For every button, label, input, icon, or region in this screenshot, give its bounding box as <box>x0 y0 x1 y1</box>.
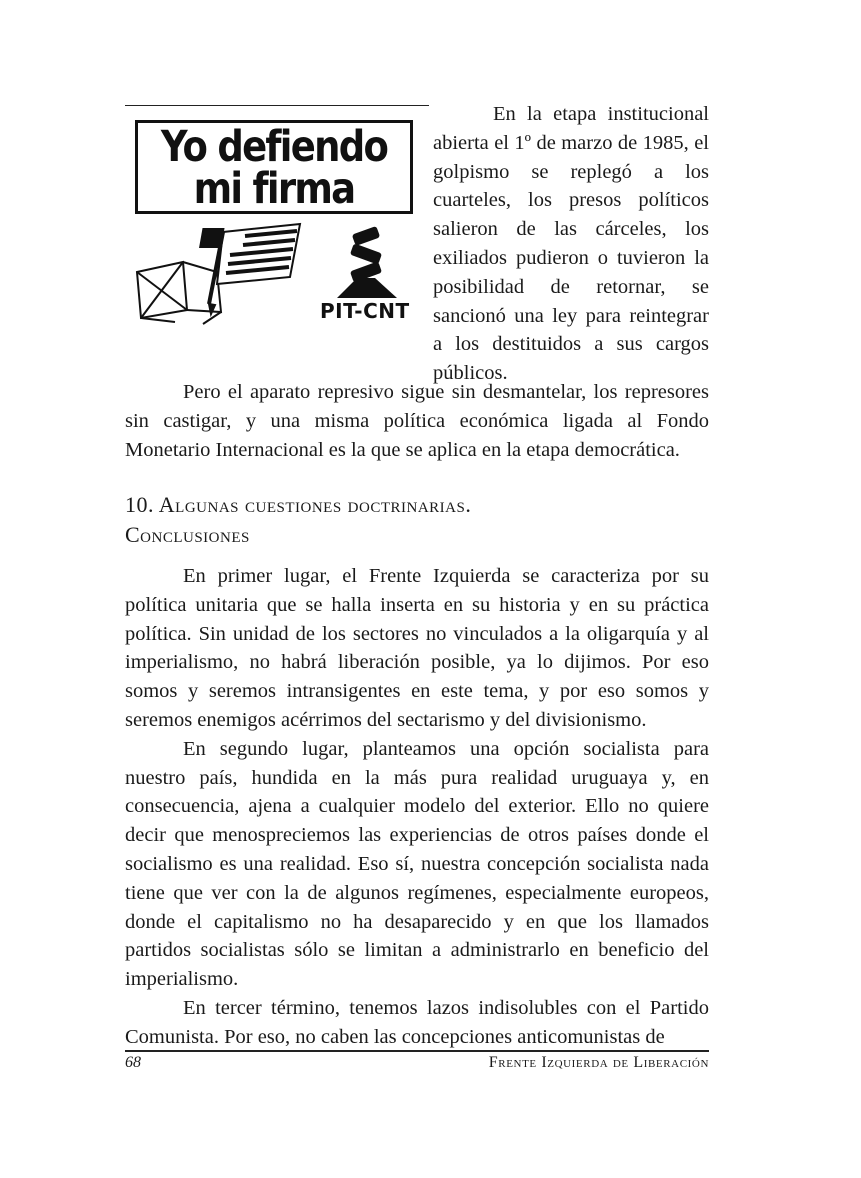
ballot-box-icon <box>137 262 221 324</box>
poster-illustration <box>125 112 425 327</box>
body-block-2 <box>125 562 709 1052</box>
paragraph-primer-lugar: En primer lugar, el Frente Izquierda se caracteriza por su política unitaria que se halla inserta en su historia y en su práctica política. Sin unidad de los sectores no vinculados a la oligarquía y al imperialismo, no habrá liberación posible, ya lo dijimos. Por eso somos y seremos intransigentes en este tema, y por eso somos y seremos enemigos acérrimos del sectarismo y del divisionismo. <box>125 565 709 731</box>
pit-cnt-logo-icon <box>337 226 397 306</box>
pit-cnt-logo-text: PIT-CNT <box>320 299 410 323</box>
intro-paragraph: En la etapa institucional abierta el 1º de marzo de 1985, el golpismo se replegó a los cuarteles, los presos políticos salieron de las cárceles, los exiliados pudieron o tuvieron la posibilidad de retornar, se sancionó una ley para reintegrar a los destituidos a sus cargos públicos. <box>433 103 709 385</box>
section-heading-line-2: Conclusiones <box>125 522 250 547</box>
paragraph-tercer-termino: En tercer término, tenemos lazos indisolubles con el Partido Comunista. Por eso, no caben las concepciones anticomunistas de <box>125 996 709 1048</box>
paragraph-aparato-represivo: Pero el aparato represivo sigue sin desmantelar, los represores sin castigar, y una misma política económica ligada al Fondo Monetario Internacional es la que se aplica en la etapa democrática. <box>125 381 709 461</box>
running-title: Frente Izquierda de Liberación <box>488 1054 709 1071</box>
poster-slogan-line-1: Yo defiendo <box>160 122 388 172</box>
wrapped-text-column <box>433 100 709 388</box>
section-heading <box>125 490 709 550</box>
body-block-1 <box>125 378 709 464</box>
section-heading-line-1: 10. Algunas cuestiones doctrinarias. <box>125 492 472 517</box>
poster-slogan-line-2: mi firma <box>193 164 355 214</box>
paragraph-segundo-lugar: En segundo lugar, planteamos una opción socialista para nuestro país, hundida en la más pura realidad uruguaya y, en consecuencia, ajena a cualquier modelo del exterior. Ello no quiere decir que menospreciemos las experiencias de otros países donde el socialismo es una realidad. Eso sí, nuestra concepción socialista nada tiene que ver con la de algunos regímenes, especialmente europeos, donde el capitalismo no ha desaparecido y en que los llamados partidos socialistas sólo se limitan a administrarlo en beneficio del imperialismo. <box>125 737 709 991</box>
top-rule <box>125 105 429 106</box>
footer-rule <box>125 1050 709 1052</box>
flag-pen-icon <box>200 224 300 314</box>
page-number: 68 <box>125 1054 141 1071</box>
poster-drawing <box>125 112 425 327</box>
